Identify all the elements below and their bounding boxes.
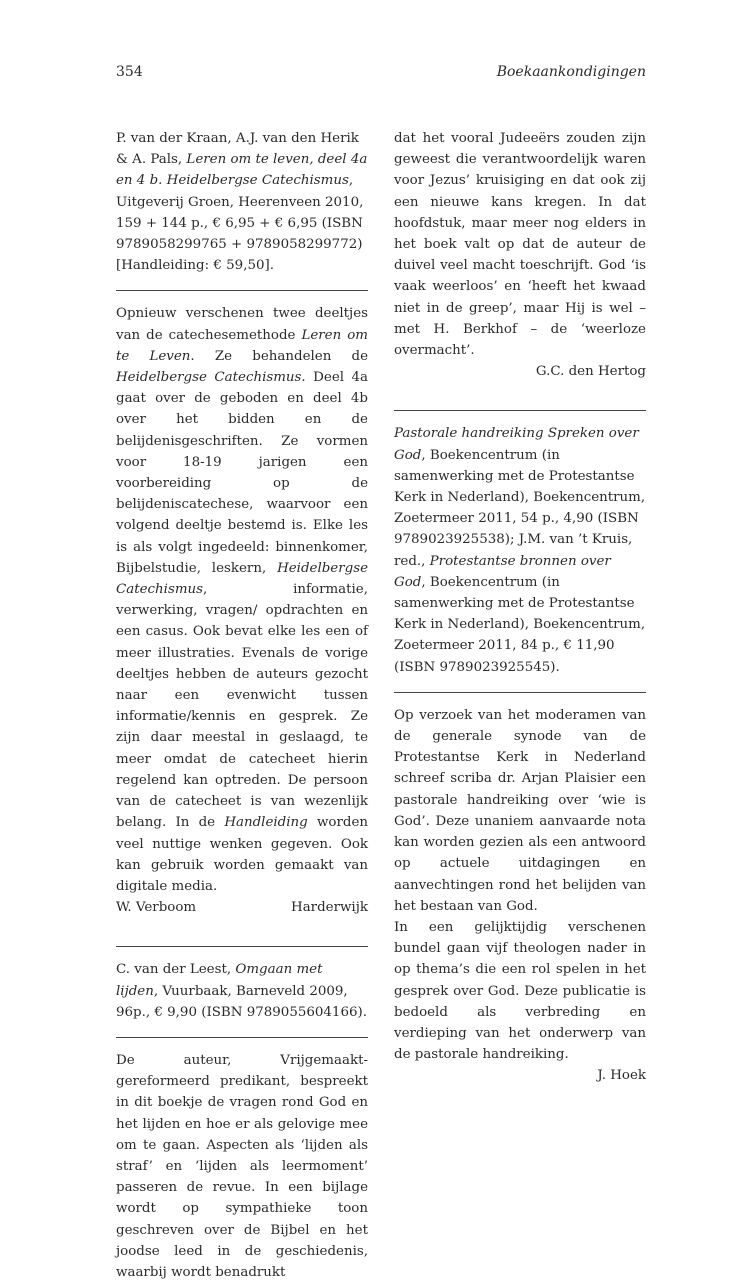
review-3-reviewer: J. Hoek	[597, 1068, 646, 1084]
review-1-italic: Handleiding	[224, 815, 308, 831]
divider	[116, 290, 368, 291]
review-2-reviewer: G.C. den Hertog	[535, 364, 646, 380]
page-number: 354	[116, 64, 143, 80]
page-header	[116, 64, 646, 86]
divider	[394, 410, 646, 411]
review-2-authors: C. van der Leest,	[116, 962, 236, 978]
review-1-publication-info: , Uitgeverij Groen, Heerenveen 2010, 159 + 144 p., € 6,95 + € 6,95 (ISBN 9789058299765 + 9789058299772) [Handleiding: € 59,50].	[116, 173, 364, 274]
review-1-italic: Heidelbergse Catechismus	[116, 560, 368, 598]
review-3-body-1: Op verzoek van het moderamen van de generale synode van de Protestantse Kerk in Nederland schreef scriba dr. Arjan Plaisier een pastorale handreiking over ‘wie is God’. Deze unaniem aanvaarde nota kan worden gezien als een antwoord op actuele uitdagingen en aanvechtingen rond het belijden van het bestaan van God.	[394, 707, 646, 914]
review-1-body	[116, 303, 368, 897]
review-3-publication-info-2: , Boekencentrum (in samenwerking met de Protestantse Kerk in Nederland), Boekencentrum, Zoetermeer 2011, 84 p., € 11,90 (ISBN 9789023925545).	[394, 574, 646, 675]
review-1-text: . Deel 4a gaat over de geboden en deel 4b over het bidden en de belijdenisgeschriften. Ze vormen voor 18-19 jarigen een voorbereiding op de belijdeniscatechese, waarvoor een volgend deeltje bestemd is. Elke les is als volgt ingedeeld: binnenkomer, Bijbelstudie, leskern,	[116, 370, 368, 576]
review-2-publication-info: , Vuurbaak, Barneveld 2009, 96p., € 9,90 (ISBN 9789055604166).	[116, 983, 367, 1020]
review-1-text: , informatie, verwerking, vragen/ opdrachten en een casus. Ook bevat elke les een of meer illustraties. Evenals de vorige deeltjes hebben de auteurs gezocht naar een evenwicht tussen informatie/kennis en gesprek. Ze zijn daar meestal in geslaagd, te meer omdat de catecheet hierin regelend kan optreden. De persoon van de catecheet is van wezenlijk belang. In de	[116, 582, 368, 831]
review-2-body-continued: dat het vooral Judeeërs zouden zijn geweest die verantwoordelijk waren voor Jezus’ kruisiging en dat ook zij een nieuwe kans kregen. In dat hoofdstuk, maar meer nog elders in het boek valt op dat de auteur de duivel veel macht toeschrijft. God ‘is vaak weerloos’ en ‘heeft het kwaad niet in de greep’, maar Hij is wel – met H. Berkhof – de ‘weerloze overmacht’.	[394, 131, 646, 359]
review-1-text: Opnieuw verschenen twee deeltjes van de catechesemethode	[116, 306, 368, 343]
review-2-bibliography	[116, 959, 368, 1023]
review-1-bibliography	[116, 128, 368, 276]
review-3-bibliography	[394, 423, 646, 677]
review-3-publication-info-1: , Boekencentrum (in samenwerking met de Protestantse Kerk in Nederland), Boekencentrum, Zoetermeer 2011, 54 p., 4,90 (ISBN 9789023925538); J.M. van ’t Kruis, red.,	[394, 447, 646, 569]
divider	[394, 692, 646, 693]
divider	[116, 946, 368, 947]
review-1-italic: Leren om te Leven	[116, 327, 368, 364]
review-1-title: Leren om te leven, deel 4a en 4 b. Heidelbergse Catechismus	[116, 152, 368, 189]
review-1-italic: Heidelbergse Catechismus	[116, 370, 302, 386]
review-1-signature	[116, 897, 368, 918]
running-title: Boekaankondigingen	[496, 64, 646, 80]
review-3-body-2: In een gelijktijdig verschenen bundel gaan vijf theologen nader in op thema’s die een rol spelen in het gesprek over God. Deze publicatie is bedoeld als verbreding en verdieping van het onderwerp van de pastorale handreiking.	[394, 919, 646, 1063]
review-2-title: Omgaan met lijden	[116, 962, 323, 999]
review-1-text: . Ze behandelen de	[190, 348, 368, 364]
review-1-text: worden veel nuttige wenken gegeven. Ook kan gebruik worden gemaakt van digitale media.	[116, 815, 368, 894]
left-column	[116, 128, 368, 1283]
review-1-authors: P. van der Kraan, A.J. van den Herik & A. Pals,	[116, 131, 359, 168]
review-3-title-2: Protestantse bronnen over God	[394, 553, 611, 590]
review-1-location: Harderwijk	[291, 900, 368, 916]
right-column	[394, 128, 646, 1087]
divider	[116, 1037, 368, 1038]
review-2-body: De auteur, Vrijgemaakt-gereformeerd predikant, bespreekt in dit boekje de vragen rond God en het lijden en hoe er als gelovige mee om te gaan. Aspecten als ‘lijden als straf’ en ‘lijden als leermoment’ passeren de revue. In een bijlage wordt op sympathieke toon geschreven over de Bijbel en het joodse leed in de geschiedenis, waarbij wordt benadrukt	[116, 1052, 368, 1280]
review-1-reviewer: W. Verboom	[116, 900, 197, 916]
review-3-title-1: Pastorale handreiking Spreken over God	[394, 426, 639, 463]
